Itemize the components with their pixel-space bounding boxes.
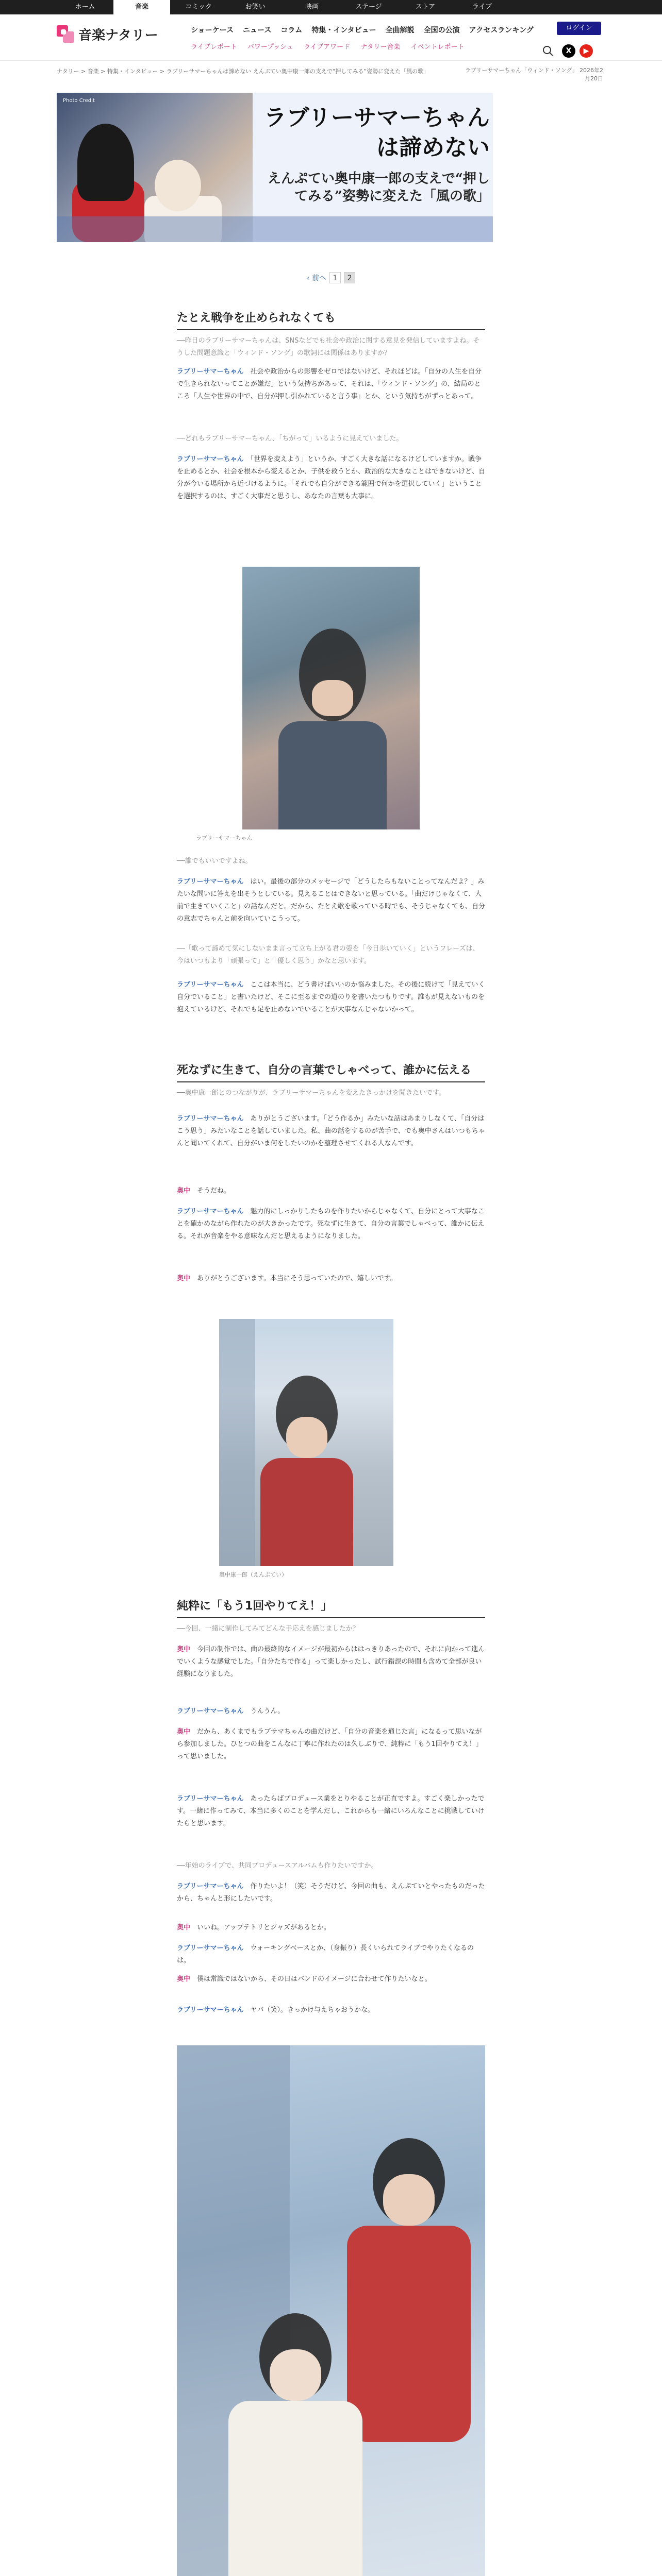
speaker-name: 奥中 xyxy=(177,1646,191,1653)
interview-answer xyxy=(177,876,485,925)
nav-showcase[interactable]: ショーケース xyxy=(191,26,234,35)
interview-answer xyxy=(177,366,485,403)
top-category-bar xyxy=(0,0,662,14)
nav-live-info[interactable]: 全国の公演 xyxy=(423,26,460,35)
interview-answer xyxy=(177,1185,485,1197)
section-heading-2: 死なずに生きて、自分の言葉でしゃべって、誰かに伝える xyxy=(177,1061,485,1082)
answer-text: ここは本当に、どう書けばいいのか悩みました。その後に続けて「見えていく自分でいること」と書いたけど、そこに至るまでの道のりを書いたつもりです。誰もが見えないものを抱えているけど、それでも足を止めないでいることが大事なんじゃないかって。 xyxy=(177,981,485,1013)
nav-ranking[interactable]: アクセスランキング xyxy=(469,26,534,35)
logo-text: 音楽ナタリー xyxy=(78,27,158,43)
nav-column[interactable]: コラム xyxy=(280,26,303,35)
speaker-name: ラブリーサマーちゃん xyxy=(177,1208,244,1215)
speaker-name: 奥中 xyxy=(177,1728,191,1736)
subnav-event-report[interactable]: イベントレポート xyxy=(410,43,465,51)
speaker-name: 奥中 xyxy=(177,1187,191,1195)
interview-answer xyxy=(177,1880,485,1905)
speaker-name: ラブリーサマーちゃん xyxy=(177,1883,244,1890)
main-nav xyxy=(191,25,543,35)
answer-text: 今回の制作では、曲の最終的なイメージが最初からははっきりあったので、それに向かって進んでいくような感覚でした。「自分たちで作る」って楽しかったし、試行錯誤の時間も含めて全部が良い経験になりました。 xyxy=(177,1646,485,1678)
subnav-power-push[interactable]: パワープッシュ xyxy=(247,43,293,51)
speaker-name: 奥中 xyxy=(177,1275,191,1282)
speaker-name: 奥中 xyxy=(177,1975,191,1983)
breadcrumb: ナタリー > 音楽 > 特集・インタビュー > ラブリーサマーちゃんは諦めない えんぷてい奥中康一郎の支えで“押してみる”姿勢に変えた「風の歌」 xyxy=(57,68,429,75)
hero-subtitle: えんぷてい奥中康一郎の支えで“押してみる”姿勢に変えた「風の歌」 xyxy=(268,171,490,204)
answer-text: あったらばプロデュース業をとりやることが正直ですよ。すごく楽しかったです。一緒に作ってみて、本当に多くのことを学んだし、これからも一緒にいろんなことに挑戦していけたらと思います。 xyxy=(177,1795,485,1827)
interview-question: ──「歌って諦めて気にしないまま言って立ち上がる君の姿を「今日歩いていく」というフレーズは、今はいつもより「頑張って」と「優しく思う」かなと思います。 xyxy=(177,945,479,965)
interview-answer xyxy=(177,1922,485,1934)
speaker-name: ラブリーサマーちゃん xyxy=(177,368,244,376)
interview-question: ──奥中康一郎とのつながりが、ラブリーサマーちゃんを変えたきっかけを聞きたいです。 xyxy=(177,1089,446,1097)
answer-text: ヤバ（笑）。きっかけ与えちゃおうかな。 xyxy=(250,2006,375,2014)
interview-question: ──今回、一緒に制作してみてどんな手応えを感じましたか？ xyxy=(177,1625,359,1633)
site-logo[interactable] xyxy=(57,24,158,44)
section-heading-1: たとえ戦争を止められなくても xyxy=(177,309,485,330)
page-1-link[interactable]: 1 xyxy=(329,272,341,283)
interview-answer xyxy=(177,1206,485,1243)
hero-band xyxy=(57,216,493,242)
interview-answer xyxy=(177,1273,485,1285)
sub-nav xyxy=(191,41,475,51)
photo-caption: ラブリーサマーちゃん xyxy=(196,835,253,841)
login-button[interactable]: ログイン xyxy=(557,22,601,35)
site-header xyxy=(0,14,662,61)
section-heading-3: 純粋に「もう1回やりてえ！」 xyxy=(177,1597,485,1618)
artist-photo-2 xyxy=(219,1319,393,1566)
answer-text: いいね。アップテトリとジャズがあるとか。 xyxy=(197,1924,330,1931)
answer-text: うんうん。 xyxy=(250,1707,285,1715)
answer-text: 作りたいよ！（笑）そうだけど、今回の曲も、えんぷていとやったものだったから、ちゃんと形にしたいです。 xyxy=(177,1883,485,1903)
answer-text: ありがとうございます。本当にそう思っていたので、嬉しいです。 xyxy=(197,1275,397,1282)
speaker-name: ラブリーサマーちゃん xyxy=(177,1115,244,1123)
answer-text: 僕は常識ではないから、その日はバンドのイメージに合わせて作りたいなと。 xyxy=(197,1975,432,1983)
answer-text: 魅力的にしっかりしたものを作りたいからじゃなくて、自分にとって大事なことを確かめながら作れたのが大きかったです。死なずに生きて、自分の言葉でしゃべって、誰かに伝える。それが音楽をやる意味なんだと思えるようになりました。 xyxy=(177,1208,485,1240)
tab-music[interactable]: 音楽 xyxy=(113,0,170,14)
answer-text: 社会や政治からの影響をゼロではないけど、それほどは。「自分の人生を自分で生きられないってことが嫌だ」という気持ちがあって、それは、「ウィンド・ソング」の、結局のところ「人生や世界の中で、自分が押し引かれていると言う事」とか、という気持ちがずっとあって。 xyxy=(177,368,482,400)
interview-answer xyxy=(177,979,485,1016)
interview-question: ──昨日のラブリーサマーちゃんは、SNSなどでも社会や政治に関する意見を発信していますよね。そうした問題意識と「ウィンド・ソング」の歌詞には関係はありますか？ xyxy=(177,337,480,357)
artist-photo-3 xyxy=(177,2045,485,2576)
hero-banner xyxy=(57,93,493,242)
tab-store[interactable]: ストア xyxy=(415,3,436,11)
interview-answer xyxy=(177,1942,485,1967)
speaker-name: ラブリーサマーちゃん xyxy=(177,878,244,886)
share-meta: ラブリーサマーちゃん「ウィンド・ソング」 2026年2月20日 xyxy=(465,67,603,82)
tab-comic[interactable]: コミック xyxy=(185,3,212,11)
nav-all-songs[interactable]: 全曲解説 xyxy=(385,26,415,35)
prev-page-link[interactable]: ‹ 前へ xyxy=(306,274,327,282)
tab-movie[interactable]: 映画 xyxy=(305,3,319,11)
pagination xyxy=(0,272,662,283)
answer-text: だから、あくまでもラブサマちゃんの曲だけど、「自分の音楽を通じた言」になるって思いながら参加しました。ひとつの曲をこんなに丁寧に作れたのは久しぶりで、純粋に「もう1回やりてえ！」って思いました。 xyxy=(177,1728,483,1760)
interview-answer xyxy=(177,1793,485,1830)
interview-answer xyxy=(177,1705,485,1718)
interview-answer xyxy=(177,1113,485,1150)
answer-text: そうだね。 xyxy=(197,1187,231,1195)
speaker-name: 奥中 xyxy=(177,1924,191,1931)
answer-text: ありがとうございます。「どう作るか」みたいな話はあまりしなくて、「自分はこう思う」みたいなことを話していました。私、曲の話をするのが苦手で、でも奥中さんはいつもちゃんと聞いてくれて、自分がいま何をしたいのかを整理させてくれる人なんです。 xyxy=(177,1115,485,1147)
search-icon[interactable] xyxy=(541,44,555,58)
interview-answer xyxy=(177,1726,485,1763)
speaker-name: ラブリーサマーちゃん xyxy=(177,1707,244,1715)
subnav-live-award[interactable]: ライブアワード xyxy=(303,43,351,51)
hero-credit: Photo Credit xyxy=(63,98,95,104)
answer-text: ウォーキングベースとか、（身振り）長くいられてライブでやりたくなるのは。 xyxy=(177,1944,474,1964)
speaker-name: ラブリーサマーちゃん xyxy=(177,1795,244,1803)
interview-question: ──どれもラブリーサマーちゃん、「ちがって」いるように見えていました。 xyxy=(177,435,403,443)
interview-answer xyxy=(177,1973,485,1986)
hero-title: ラブリーサマーちゃんは諦めない xyxy=(263,105,490,161)
x-icon[interactable]: X xyxy=(562,44,575,58)
subnav-natalie-music[interactable]: ナタリー音楽 xyxy=(360,43,401,51)
speaker-name: ラブリーサマーちゃん xyxy=(177,981,244,989)
speaker-name: ラブリーサマーちゃん xyxy=(177,2006,244,2014)
interview-question: ──年始のライブで、共同プロデュースアルバムも作りたいですか。 xyxy=(177,1862,378,1870)
logo-icon xyxy=(57,25,74,43)
nav-news[interactable]: ニュース xyxy=(243,26,272,35)
answer-text: 「世界を変えよう」というか、すごく大きな話になるけどしていますか。戦争を止めるとか、社会を根本から変えるとか、子供を救うとか、政治的な大きなことはできないけど、自分が今いる場所から近づけるように。「それでも自分ができる範囲で何かを選択していく」ということを選択するのは、すごく大事だと思うし、あなたの言葉も大事に。 xyxy=(177,455,486,500)
youtube-icon[interactable]: ▶ xyxy=(580,44,593,58)
tab-home[interactable]: ホーム xyxy=(75,3,95,11)
page-2-current: 2 xyxy=(344,272,355,283)
answer-text: はい。最後の部分のメッセージで「どうしたらもないことってなんだよ？」みたいな問いに答えを出そうとしている。見えることはできないと思っている。「曲だけじゃなくて、人前で生きていくこと」の話なんだと。だから、たとえ歌を歌っている時でも、そうじゃなくても、自分の意志でちゃんと前を向いていこうって。 xyxy=(177,878,486,923)
photo-caption: 奥中康一郎（えんぷてい） xyxy=(219,1571,287,1578)
interview-question: ──誰でもいいですよね。 xyxy=(177,857,252,865)
tab-stage[interactable]: ステージ xyxy=(355,3,382,11)
subnav-live-report[interactable]: ライブレポート xyxy=(191,43,237,51)
interview-answer xyxy=(177,2004,485,2016)
nav-interview[interactable]: 特集・インタビュー xyxy=(311,26,376,35)
interview-answer xyxy=(177,1643,485,1681)
tab-owarai[interactable]: お笑い xyxy=(245,3,266,11)
interview-answer xyxy=(177,453,485,503)
speaker-name: ラブリーサマーちゃん xyxy=(177,1944,244,1952)
tab-live[interactable]: ライブ xyxy=(472,3,492,11)
artist-photo-1 xyxy=(242,567,420,829)
speaker-name: ラブリーサマーちゃん xyxy=(177,455,244,463)
